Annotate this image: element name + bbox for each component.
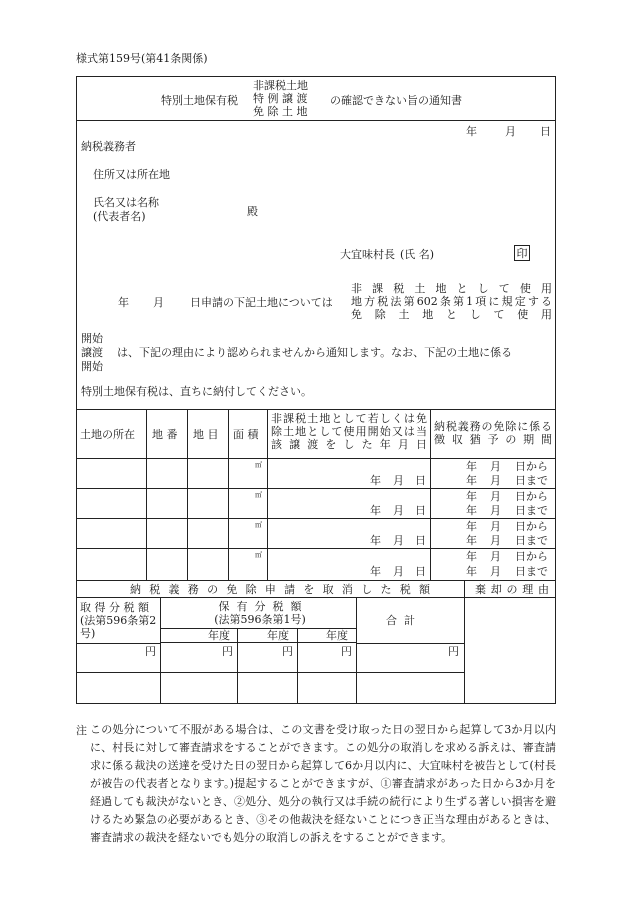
period-from-day: 日から <box>515 520 548 533</box>
period-to-month: 月 <box>490 534 501 547</box>
date-cell-month: 月 <box>393 474 404 487</box>
divider <box>76 643 160 644</box>
divider <box>464 580 465 597</box>
period-to-day: 日まで <box>515 504 548 517</box>
divider <box>228 409 229 580</box>
divider <box>76 580 556 581</box>
period-from-year: 年 <box>466 520 477 533</box>
period-from-day: 日から <box>515 460 548 473</box>
area-unit: ㎡ <box>255 461 262 469</box>
date-cell-month: 月 <box>393 534 404 547</box>
header-location: 土地の所在 <box>80 428 135 441</box>
period-to-year: 年 <box>466 474 477 487</box>
date-month: 月 <box>505 125 516 138</box>
yen-unit: 円 <box>145 645 156 658</box>
acquisition-tax-line: (法第596条第2 <box>80 614 157 627</box>
date-cell-year: 年 <box>370 474 381 487</box>
holding-tax-header <box>195 600 325 626</box>
date-cell-day: 日 <box>415 534 426 547</box>
divider <box>430 409 431 580</box>
area-unit: ㎡ <box>255 551 262 559</box>
divider <box>76 409 556 410</box>
divider <box>237 628 238 704</box>
divider <box>76 488 556 489</box>
cancel-header: 納 税 義 務 の 免 除 申 請 を 取 消 し た 税 額 <box>130 583 430 596</box>
period-to-year: 年 <box>466 534 477 547</box>
divider <box>76 672 464 673</box>
period-from-year: 年 <box>466 490 477 503</box>
name-label: 氏名又は名称 <box>93 196 159 209</box>
header-date-line: 非課税土地として若しくは免 <box>271 412 427 425</box>
period-from-day: 日から <box>515 490 548 503</box>
period-from-day: 日から <box>515 550 548 563</box>
title-stack-line: 非課税土地 <box>253 79 308 92</box>
holding-tax-line: 保 有 分 税 額 <box>218 600 302 613</box>
acquisition-tax-header <box>80 601 156 640</box>
header-lot: 地 番 <box>152 428 178 441</box>
date-cell-day: 日 <box>415 504 426 517</box>
header-date-line: 除土地として使用開始又は当 <box>271 425 427 438</box>
yen-unit: 円 <box>222 645 233 658</box>
date-cell-month: 月 <box>393 504 404 517</box>
date-cell-year: 年 <box>370 534 381 547</box>
divider <box>297 628 298 704</box>
title-right: の確認できない旨の通知書 <box>330 94 462 107</box>
header-deferral-line: 徴 収 猶 予 の 期 間 <box>434 433 552 446</box>
address-label: 住所又は所在地 <box>93 168 170 181</box>
note-text: この処分について不服がある場合は、この文書を受け取った日の翌日から起算して3か月以内に、村長に対して審査請求をすることができます。この処分の取消しを求める訴えは、審査請求に係る裁決の送達を受けた日の翌日から起算して6か月以内に、大宜味村を被告として(村長が被告の代表者となります。)提起することができますが、①審査請求があった日から3か月を経過しても裁決がないとき、②処分、処分の執行又は手続の続行により生ずる著しい損害を避けるため緊急の必要があるとき、③その他裁決を経ないことにつき正当な理由があるときは、審査請求の裁決を経ないでも処分の取消しの訴えをすることができます。 <box>90 723 556 844</box>
date-cell-day: 日 <box>415 474 426 487</box>
title-stack <box>253 79 308 118</box>
body-stack <box>351 282 552 321</box>
period-to-day: 日まで <box>515 534 548 547</box>
period-from-month: 月 <box>490 460 501 473</box>
body-stack-line: 非 課 税 土 地 と し て 使 用 <box>351 282 552 295</box>
taxpayer-heading: 納税義務者 <box>81 140 136 153</box>
divider <box>160 642 356 643</box>
total-label: 合 計 <box>386 614 415 627</box>
reason-text: は、下記の理由により認められませんから通知します。なお、下記の土地に係る <box>117 346 513 359</box>
header-date <box>271 412 427 451</box>
divider <box>160 597 161 704</box>
yen-unit: 円 <box>448 645 459 658</box>
start-label: 開始 <box>81 332 103 345</box>
divider <box>187 409 188 580</box>
period-to-year: 年 <box>466 504 477 517</box>
period-from-month: 月 <box>490 550 501 563</box>
period-to-month: 月 <box>490 474 501 487</box>
honorific: 殿 <box>247 205 258 218</box>
divider <box>76 120 556 121</box>
divider <box>356 643 464 644</box>
divider <box>76 548 556 549</box>
application-text: 日申請の下記土地については <box>190 296 333 309</box>
area-unit: ㎡ <box>255 521 262 529</box>
period-to-day: 日まで <box>515 474 548 487</box>
divider <box>76 597 556 598</box>
representative-label: (代表者名) <box>93 210 146 223</box>
divider <box>267 409 268 580</box>
date-day: 日 <box>540 125 551 138</box>
issuer-name-paren: (氏 名) <box>400 248 435 261</box>
date-cell-year: 年 <box>370 565 381 578</box>
note-marker: 注 <box>76 724 87 737</box>
acquisition-tax-line: 号) <box>80 627 96 640</box>
divider <box>76 518 556 519</box>
fiscal-year-label: 年度 <box>267 629 289 642</box>
period-from-year: 年 <box>466 550 477 563</box>
rejection-reason-header: 棄 却 の 理 由 <box>475 583 549 596</box>
period-to-day: 日まで <box>515 565 548 578</box>
divider <box>464 597 465 704</box>
title-stack-line: 免 除 土 地 <box>253 105 308 118</box>
period-to-month: 月 <box>490 504 501 517</box>
pay-text: 特別土地保有税は、直ちに納付してください。 <box>81 385 312 398</box>
date-cell-month: 月 <box>393 565 404 578</box>
title-stack-line: 特 例 譲 渡 <box>253 92 308 105</box>
period-to-month: 月 <box>490 565 501 578</box>
yen-unit: 円 <box>282 645 293 658</box>
body-stack-line: 免 除 土 地 と し て 使 用 <box>351 308 552 321</box>
transfer-label: 譲渡 <box>81 346 103 359</box>
date-cell-day: 日 <box>415 565 426 578</box>
header-area: 面 積 <box>233 428 259 441</box>
form-id: 様式第159号(第41条関係) <box>76 52 208 65</box>
period-from-month: 月 <box>490 490 501 503</box>
fiscal-year-label: 年度 <box>326 629 348 642</box>
application-year: 年 <box>118 296 129 309</box>
start-label-2: 開始 <box>81 360 103 373</box>
header-deferral <box>434 420 552 446</box>
period-from-month: 月 <box>490 520 501 533</box>
title-left: 特別土地保有税 <box>161 94 238 107</box>
header-date-line: 該 譲 渡 を し た 年 月 日 <box>271 438 427 451</box>
date-year: 年 <box>466 125 477 138</box>
header-deferral-line: 納税義務の免除に係る <box>434 420 552 433</box>
yen-unit: 円 <box>341 645 352 658</box>
divider <box>356 597 357 704</box>
seal-mark: 印 <box>514 245 530 261</box>
holding-tax-line: (法第596条第1号) <box>214 613 306 626</box>
header-category: 地 目 <box>193 428 219 441</box>
issuer-name: 大宜味村長 <box>340 248 395 261</box>
period-to-year: 年 <box>466 565 477 578</box>
date-cell-year: 年 <box>370 504 381 517</box>
application-month: 月 <box>153 296 164 309</box>
divider <box>146 409 147 580</box>
period-from-year: 年 <box>466 460 477 473</box>
body-stack-line: 地方税法第602条第1項に規定する <box>351 295 552 308</box>
area-unit: ㎡ <box>255 491 262 499</box>
acquisition-tax-line: 取 得 分 税 額 <box>80 601 149 614</box>
divider <box>76 458 556 459</box>
fiscal-year-label: 年度 <box>208 629 230 642</box>
